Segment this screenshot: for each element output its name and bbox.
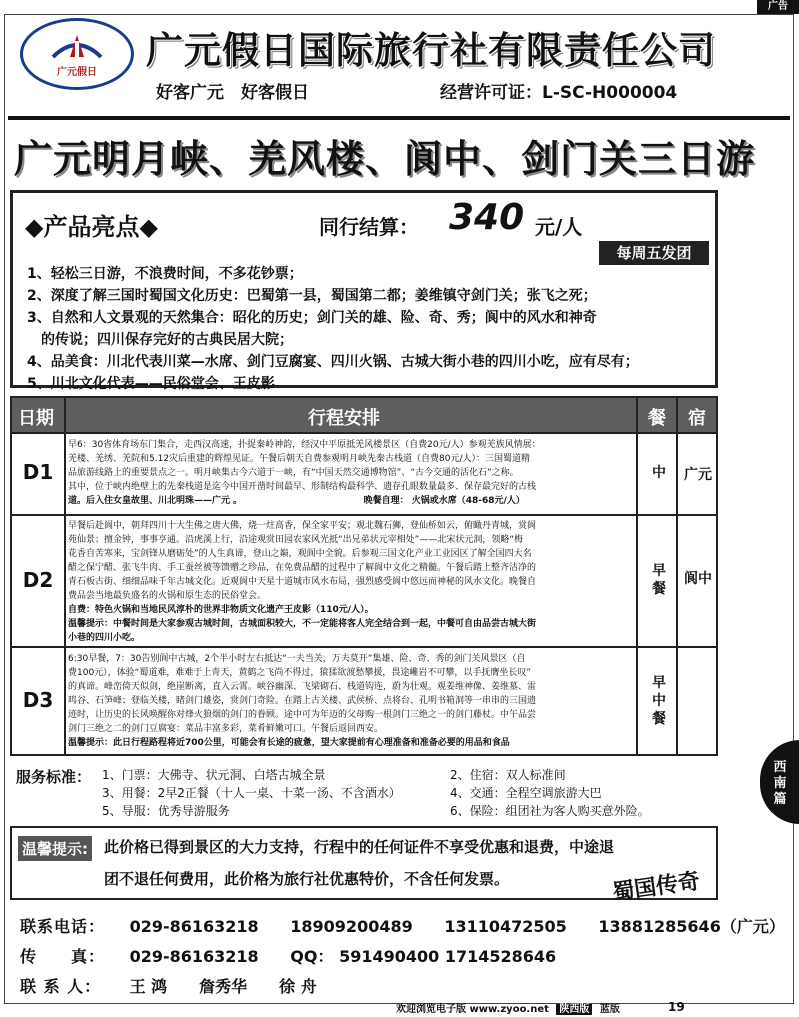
itinerary-row-d1 [12,432,716,514]
desc-line: 费品尝当地最负盛名的火锅和原生态的民俗堂会。 [68,591,267,601]
day-label: D2 [22,568,54,592]
person-row [20,974,343,997]
meal-value: 早餐 [652,563,666,597]
license-number: 经营许可证：L-SC-H000004 [440,83,678,103]
warm-tip-box [10,826,718,906]
product-highlights [10,190,718,392]
desc-line: 羌楼、羌绣、羌院和5.12灾后重建的辉煌见证。午餐后朝天自费参观明月峡先秦古栈道（自费80元/人）：三国蜀道精 [68,454,531,464]
day-description [68,438,634,508]
desc-line: 品旅游线路上的重要景点之一。明月峡集古今六道于一峡，有“中国天然交通博物馆”、“古今交通的活化石”之称。 [68,468,519,478]
service-item: 1、门票：大佛寺、状元洞、白塔古城全景 [102,768,326,782]
desc-line: 小巷的四川小吃。 [68,633,141,643]
desc-line: 其中，位于峡内绝壁上的先秦栈道是迄今中国开凿时间最早、形制结构最科学、遗存孔眼数量最多、保存最完好的古栈 [68,482,537,492]
desc-line: 6:30早餐，7：30告别阆中古城，2个半小时左右抵达“一夫当关，万夫莫开”集雄、险、奇、秀的剑门关风景区（自 [68,654,526,664]
highlights-heading: ◆产品亮点◆ [25,213,158,241]
desc-line: 道。后入住女皇故里、川北明珠——广元 。 晚餐自理： 火锅或水席（48-68元/人） [68,496,525,506]
ad-tag: 广告 [757,0,799,14]
service-item: 3、用餐：2早2正餐（十人一桌、十菜一汤、不含酒水） [102,786,401,800]
phone-label: 联系电话： [20,917,106,936]
day-description [68,652,634,750]
desc-line: 苑仙景；擅金钟，事事亨通。沿虎溪上行，沿途观赏田园农家风光抵“出兄弟状元宰相处”——北宋状元洞，领略“梅 [68,535,523,545]
desc-line: 剑门三绝之二的剑门豆腐宴：菜品丰富多彩，菜肴鲜嫩可口。午餐后返回西安。 [68,724,384,734]
desc-line: 早餐后赴阆中，朝拜四川十大生佛之唐大佛，烧一炷高香，保全家平安；观北魏石狮，登仙桥如云，俯瞰丹青城，赏阆 [68,521,537,531]
service-item: 5、导服：优秀导游服务 [102,804,230,818]
header-day: 日期 [18,408,54,429]
warm-tip-line: 团不退任何费用，此价格为旅行社优惠特价，不含任何发票。 [104,870,510,888]
company-name: 广元假日国际旅行社有限责任公司 [146,29,716,72]
desc-line: 的真谛。峰峦倚天似剑，绝崖断离，直入云霄。峡谷幽深、飞梁砌石、栈道钩连，蔚为壮观。观姜维神像、姜维墓、雷 [68,682,537,692]
highlight-item: 3、自然和人文景观的天然集合：昭化的历史；剑门关的雄、险、奇、秀；阆中的风水和神奇 [27,310,597,326]
service-item: 6、保险：组团社为客人购买意外险。 [450,804,650,818]
meal-value: 中 [652,465,666,481]
service-item: 2、住宿：双人标准间 [450,768,566,782]
travel-agency-logo-icon [47,31,107,61]
logo-text: 广元假日 [57,66,97,78]
side-tab-char: 篇 [773,792,787,807]
color-edition: 蓝版 [599,1004,620,1015]
itinerary-header [12,398,716,432]
desc-line: 自费：特色火锅和当地民风淳朴的世界非物质文化遗产王皮影（110元/人）。 [68,605,374,615]
header-plan: 行程安排 [308,408,380,429]
desc-line: 早6：30省体育场东门集合，走西汉高速，扑捉秦岭神韵，经汉中平原抵羌风楼景区（自费20元/人）参观羌族风情展： [68,440,541,450]
day-description [68,519,634,645]
day-label: D3 [22,688,54,712]
header-divider [8,116,790,120]
desc-line: 温馨提示：此日行程路程将近700公里，可能会有长途的疲惫，望大家提前有心理准备和准备必要的用品和食品 [68,738,510,748]
highlight-item: 4、品美食：川北代表川菜—水席、剑门豆腐宴、四川火锅、古城大街小巷的四川小吃，应有尽有； [27,354,639,370]
itinerary-row-d3 [12,646,716,754]
warm-tip-line: 此价格已得到景区的大力支持，行程中的任何证件不享受优惠和退费，中途退 [104,838,615,856]
stay-value: 广元 [684,467,712,483]
header-meal: 餐 [648,408,666,429]
itinerary-table [10,396,718,756]
side-tab-char: 南 [773,776,787,791]
departure-badge: 每周五发团 [599,241,709,265]
page-title: 广元明月峡、羌风楼、阆中、剑门关三日游 [14,137,756,181]
page-number: 19 [668,1000,685,1014]
edition-badge: 陕西版 [556,1004,592,1015]
footer [396,1000,620,1015]
fax-row [20,944,582,967]
phone-row [20,914,799,937]
desc-line: 迹时，让历史的长风唤醒你对烽火狼烟的剑门的眷顾。途中可为年迈的父母购一根剑门三绝之一的剑门藤杖。中午品尝 [68,710,537,720]
fax-label: 传 真： [20,947,106,966]
highlight-item: 5、川北文化代表——民俗堂会、王皮影 [27,376,275,392]
qq-label: QQ： [290,947,334,966]
desc-line: 鸣谷、石笋峰；登临关楼，睹剑门雄姿，赏剑门奇险。在踏上古关楼、武侯桥、点将台、孔明书箱洞等一串串的三国遗 [68,696,537,706]
itinerary-row-d2 [12,514,716,646]
day-label: D1 [22,460,54,484]
services-heading: 服务标准： [16,768,92,786]
desc-line: 费100元），体验“蜀道难，难难于上青天，黄鹤之飞尚不得过，猿猱欲渡愁攀援，畏途巉岩不可攀，以手抚膺坐长叹” [68,668,532,678]
phone-number: 029-86163218 [129,917,259,936]
desc-line: 花香自苦寒来，宝剑锋从磨砺处”的人生真谛，登山之巅，观阆中全貌。后参观三国文化产业工业园区了解全国四大名 [68,549,532,559]
desc-line: 青石板古街、细细品味千年古城文化。近观阆中天星十道城市风水布局，强烈感受阆中悠远而神秘的风水文化。晚餐自 [68,577,537,587]
price-unit: 元/人 [535,215,583,239]
desc-line: 醋之保宁醋、张飞牛肉、手工蚕丝被等馈赠之珍品，在免费品醋的过程中了解阆中文化之精髓。午餐后踏上整齐洁净的 [68,563,537,573]
stay-value: 阆中 [684,571,712,587]
person-label: 联 系 人： [20,977,102,996]
qq-number: 591490400 1714528646 [339,947,557,966]
slogan: 好客广元 好客假日 [156,83,309,103]
highlights-list [27,263,717,395]
fax-number: 029-86163218 [129,947,259,966]
phone-number: 13881285646（广元） [598,917,785,936]
footer-text: 欢迎浏览电子版 www.zyoo.net [396,1004,549,1015]
header [8,16,794,112]
highlight-item: 1、轻松三日游，不浪费时间，不多花钞票； [27,266,303,282]
warm-tip-label: 温馨提示: [18,836,92,861]
service-item: 4、交通：全程空调旅游大巴 [450,786,602,800]
phone-number: 18909200489 [290,917,413,936]
side-tab-char: 西 [773,760,787,775]
price-value: 340 [449,197,525,238]
phone-number: 13110472505 [444,917,567,936]
logo [20,18,134,90]
header-stay: 宿 [688,408,706,429]
service-standards [16,766,706,822]
contact-persons: 王 鸿 詹秀华 徐 舟 [129,977,317,996]
meal-value: 早中餐 [652,675,666,727]
brand-stamp: 蜀国传奇 [610,868,702,906]
price-label: 同行结算： [319,215,419,239]
desc-line: 温馨提示：中餐时间是大家参观古城时间，古城面积较大，不一定能将客人完全结合到一起，中餐可自由品尝古城大街 [68,619,537,629]
highlight-item: 的传说；四川保存完好的古典民居大院； [27,332,293,348]
highlight-item: 2、深度了解三国时蜀国文化历史：巴蜀第一县，蜀国第二都；姜维镇守剑门关；张飞之死； [27,288,597,304]
